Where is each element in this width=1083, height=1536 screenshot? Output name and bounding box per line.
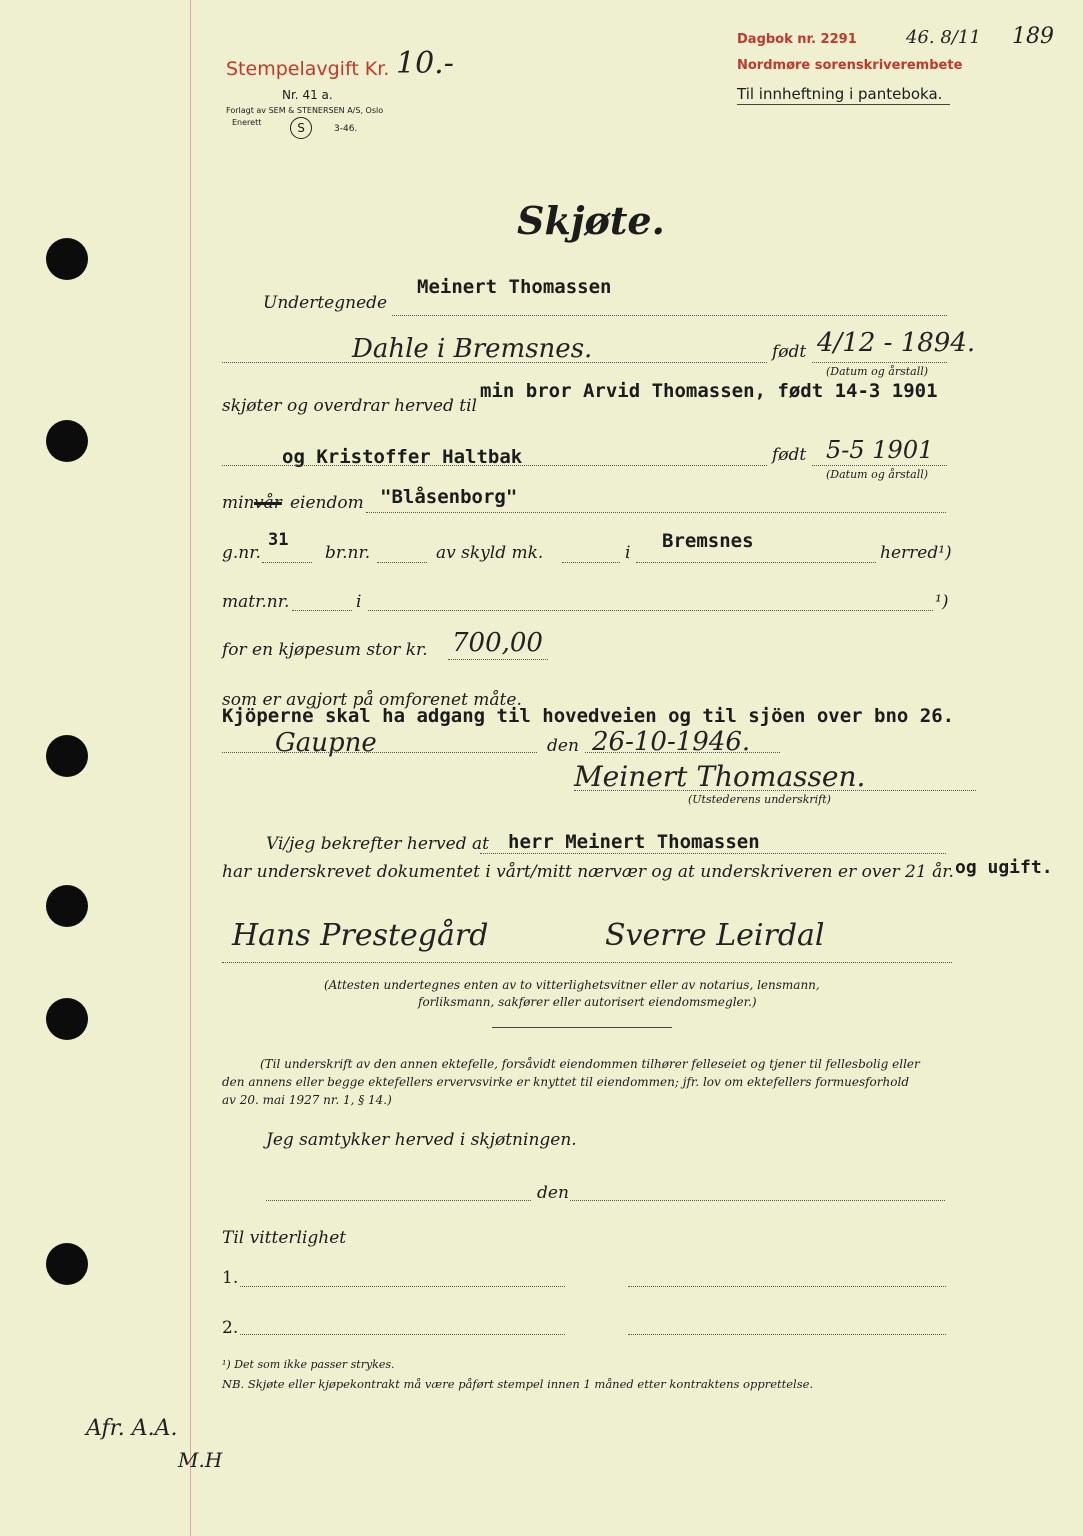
spouse-note-1: (Til underskrift av den annen ektefelle, forsåvidt eiendommen tilhører felleseiet og tjener til fellesbolig eller — [260, 1057, 920, 1071]
spouse-den-label: den — [537, 1183, 569, 1203]
publisher-line: Forlagt av SEM & STENERSEN A/S, Oslo — [226, 106, 384, 115]
register-stamp: Dagbok nr. 2291 — [737, 32, 857, 47]
line — [585, 752, 780, 753]
punch-hole — [46, 735, 88, 777]
filing-note: Til innheftning i panteboka. — [737, 85, 943, 103]
gnr-value: 31 — [268, 530, 289, 550]
undersigned-born-date: 4/12 - 1894. — [817, 328, 976, 358]
punch-hole — [46, 885, 88, 927]
office-stamp: Nordmøre sorenskriverembete — [737, 58, 963, 73]
municipality: Bremsnes — [662, 530, 754, 552]
publisher-date: 3-46. — [334, 124, 358, 134]
line — [292, 610, 352, 611]
witness-note-1: (Attesten undertegnes enten av to vitterlighetsvitner eller av notarius, lensmann, — [324, 978, 820, 992]
access-clause: Kjöperne skal ha adgang til hovedveien og til sjöen over bno 26. — [222, 705, 955, 727]
herred-label: herred¹) — [880, 543, 952, 563]
signature-hint: (Utstederens underskrift) — [688, 793, 831, 806]
consent-text: Jeg samtykker herved i skjøtningen. — [266, 1130, 577, 1150]
marginal-note: Afr. A.A. — [86, 1416, 178, 1441]
register-handwritten: 46. 8/11 — [906, 27, 981, 48]
stamp-duty-label: Stempelavgift Kr. — [226, 58, 390, 80]
line — [222, 465, 767, 466]
property-label: eiendom — [290, 493, 364, 513]
skyld-label: av skyld mk. — [436, 543, 544, 563]
signing-den-label: den — [547, 736, 579, 756]
confirmed-signer: herr Meinert Thomassen — [508, 831, 760, 853]
witness-number-2: 2. — [222, 1318, 239, 1338]
line — [562, 562, 620, 563]
undersigned-name: Meinert Thomassen — [417, 276, 612, 298]
footnote-2: NB. Skjøte eller kjøpekontrakt må være påført stempel innen 1 måned etter kontraktens opprettelse. — [222, 1377, 814, 1391]
date-hint: (Datum og årstall) — [826, 365, 929, 378]
punch-hole — [46, 238, 88, 280]
signing-date: 26-10-1946. — [592, 727, 751, 757]
matr-label: matr.nr. — [222, 592, 290, 612]
page-number: 189 — [1012, 24, 1054, 49]
filing-underline — [737, 104, 950, 105]
spouse-note-2: den annens eller begge ektefellers ervervsvirke er knyttet til eiendommen; jfr. lov om ektefellers formuesforhold — [222, 1075, 909, 1089]
price-label: for en kjøpesum stor kr. — [222, 640, 428, 660]
line — [222, 362, 767, 363]
line — [266, 1200, 531, 1201]
line — [628, 1334, 946, 1335]
undersigned-label: Undertegnede — [263, 293, 388, 313]
publisher-enerett: Enerett — [232, 118, 262, 127]
witness-signature-1: Hans Prestegård — [232, 918, 489, 953]
form-number: Nr. 41 a. — [282, 88, 333, 102]
line — [368, 610, 933, 611]
line — [570, 1200, 945, 1201]
buyer-2: og Kristoffer Haltbak — [282, 446, 523, 468]
line — [636, 562, 876, 563]
line — [222, 962, 952, 963]
issuer-signature: Meinert Thomassen. — [574, 760, 866, 793]
punch-hole — [46, 420, 88, 462]
date-hint: (Datum og årstall) — [826, 468, 929, 481]
line — [240, 1286, 565, 1287]
undersigned-place: Dahle i Bremsnes. — [352, 334, 593, 364]
mine-struck: vår — [254, 493, 282, 513]
settled-text: som er avgjort på omforenet måte. — [222, 690, 522, 710]
mine-label: min — [222, 493, 255, 513]
vitterlighet-label: Til vitterlighet — [222, 1228, 347, 1248]
i-label: i — [625, 543, 631, 563]
born-label: født — [772, 445, 807, 465]
witness-addition: og ugift. — [955, 857, 1053, 878]
line — [366, 512, 946, 513]
transfer-label: skjøter og overdrar herved til — [222, 396, 477, 416]
line — [448, 659, 548, 660]
footnote-1: ¹) Det som ikke passer strykes. — [222, 1358, 395, 1371]
witness-note-2: forliksmann, sakfører eller autorisert eiendomsmegler.) — [418, 995, 757, 1009]
buyer-2-born-date: 5-5 1901 — [826, 436, 934, 464]
spouse-note-3: av 20. mai 1927 nr. 1, § 14.) — [222, 1093, 392, 1107]
matr-end: ¹) — [935, 592, 949, 612]
brnr-label: br.nr. — [325, 543, 371, 563]
confirm-label: Vi/jeg bekrefter herved at — [266, 834, 489, 854]
margin-rule — [190, 0, 191, 1536]
line — [222, 752, 537, 753]
price-value: 700,00 — [452, 628, 543, 658]
signing-place: Gaupne — [275, 728, 377, 758]
line — [812, 465, 947, 466]
line — [628, 1286, 946, 1287]
gnr-label: g.nr. — [222, 543, 261, 563]
document-title: Skjøte. — [517, 198, 665, 243]
line — [262, 562, 312, 563]
stamp-duty-value: 10.- — [396, 46, 454, 81]
witness-statement: har underskrevet dokumentet i vårt/mitt nærvær og at underskriveren er over 21 år. — [222, 862, 954, 882]
witness-signature-2: Sverre Leirdal — [605, 918, 825, 953]
publisher-logo: S — [290, 117, 312, 139]
buyer-1: min bror Arvid Thomassen, født 14-3 1901 — [480, 380, 938, 402]
property-name: "Blåsenborg" — [380, 486, 518, 508]
divider — [492, 1027, 672, 1028]
line — [377, 562, 427, 563]
matr-i: i — [356, 592, 362, 612]
born-label: født — [772, 342, 807, 362]
line — [392, 315, 947, 316]
line — [240, 1334, 565, 1335]
punch-hole — [46, 1243, 88, 1285]
line — [480, 853, 946, 854]
line — [574, 790, 976, 791]
punch-hole — [46, 998, 88, 1040]
line — [812, 362, 947, 363]
marginal-initials: M.H — [178, 1448, 223, 1472]
witness-number-1: 1. — [222, 1268, 239, 1288]
